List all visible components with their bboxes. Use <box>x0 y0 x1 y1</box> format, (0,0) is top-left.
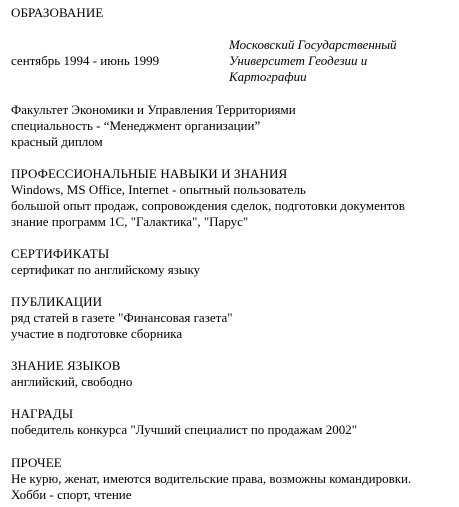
other-section <box>11 455 411 503</box>
skills-item: большой опыт продаж, сопровождения сделок, подготовки документов <box>11 198 405 213</box>
diploma-text: красный диплом <box>11 134 103 149</box>
other-heading: ПРОЧЕЕ <box>11 455 62 470</box>
awards-heading: НАГРАДЫ <box>11 406 74 421</box>
other-item: Хобби - спорт, чтение <box>11 487 132 502</box>
awards-item: победитель конкурса "Лучший специалист по продажам 2002" <box>11 422 358 437</box>
publications-section <box>11 294 233 342</box>
skills-section <box>11 166 405 230</box>
languages-item: английский, свободно <box>11 374 133 389</box>
certificates-item: сертификат по английскому языку <box>11 262 201 277</box>
university-line-3: Картографии <box>229 69 307 84</box>
university-line-2: Университет Геодезии и <box>229 53 368 68</box>
languages-heading: ЗНАНИЕ ЯЗЫКОВ <box>11 358 121 373</box>
publications-item: ряд статей в газете "Финансовая газета" <box>11 310 233 325</box>
university-line-1: Московский Государственный <box>229 37 397 52</box>
skills-item: знание программ 1С, "Галактика", "Парус" <box>11 214 249 229</box>
university-name <box>229 37 444 85</box>
publications-item: участие в подготовке сборника <box>11 326 183 341</box>
skills-heading: ПРОФЕССИОНАЛЬНЫЕ НАВЫКИ И ЗНАНИЯ <box>11 166 288 181</box>
other-item: Не курю, женат, имеются водительские права, возможны командировки. <box>11 471 412 486</box>
publications-heading: ПУБЛИКАЦИИ <box>11 294 103 309</box>
specialty-text: специальность - “Менеджмент организации” <box>11 118 261 133</box>
languages-section <box>11 358 132 390</box>
education-period <box>11 53 159 69</box>
education-period-text: сентябрь 1994 - июнь 1999 <box>11 53 160 68</box>
education-section <box>11 5 103 21</box>
faculty-text: Факультет Экономики и Управления Территориями <box>11 102 296 117</box>
certificates-heading: СЕРТИФИКАТЫ <box>11 246 110 261</box>
skills-item: Windows, MS Office, Internet - опытный пользователь <box>11 182 306 197</box>
education-heading: ОБРАЗОВАНИЕ <box>11 5 104 20</box>
awards-section <box>11 406 357 438</box>
certificates-section <box>11 246 200 278</box>
education-details <box>11 102 296 150</box>
